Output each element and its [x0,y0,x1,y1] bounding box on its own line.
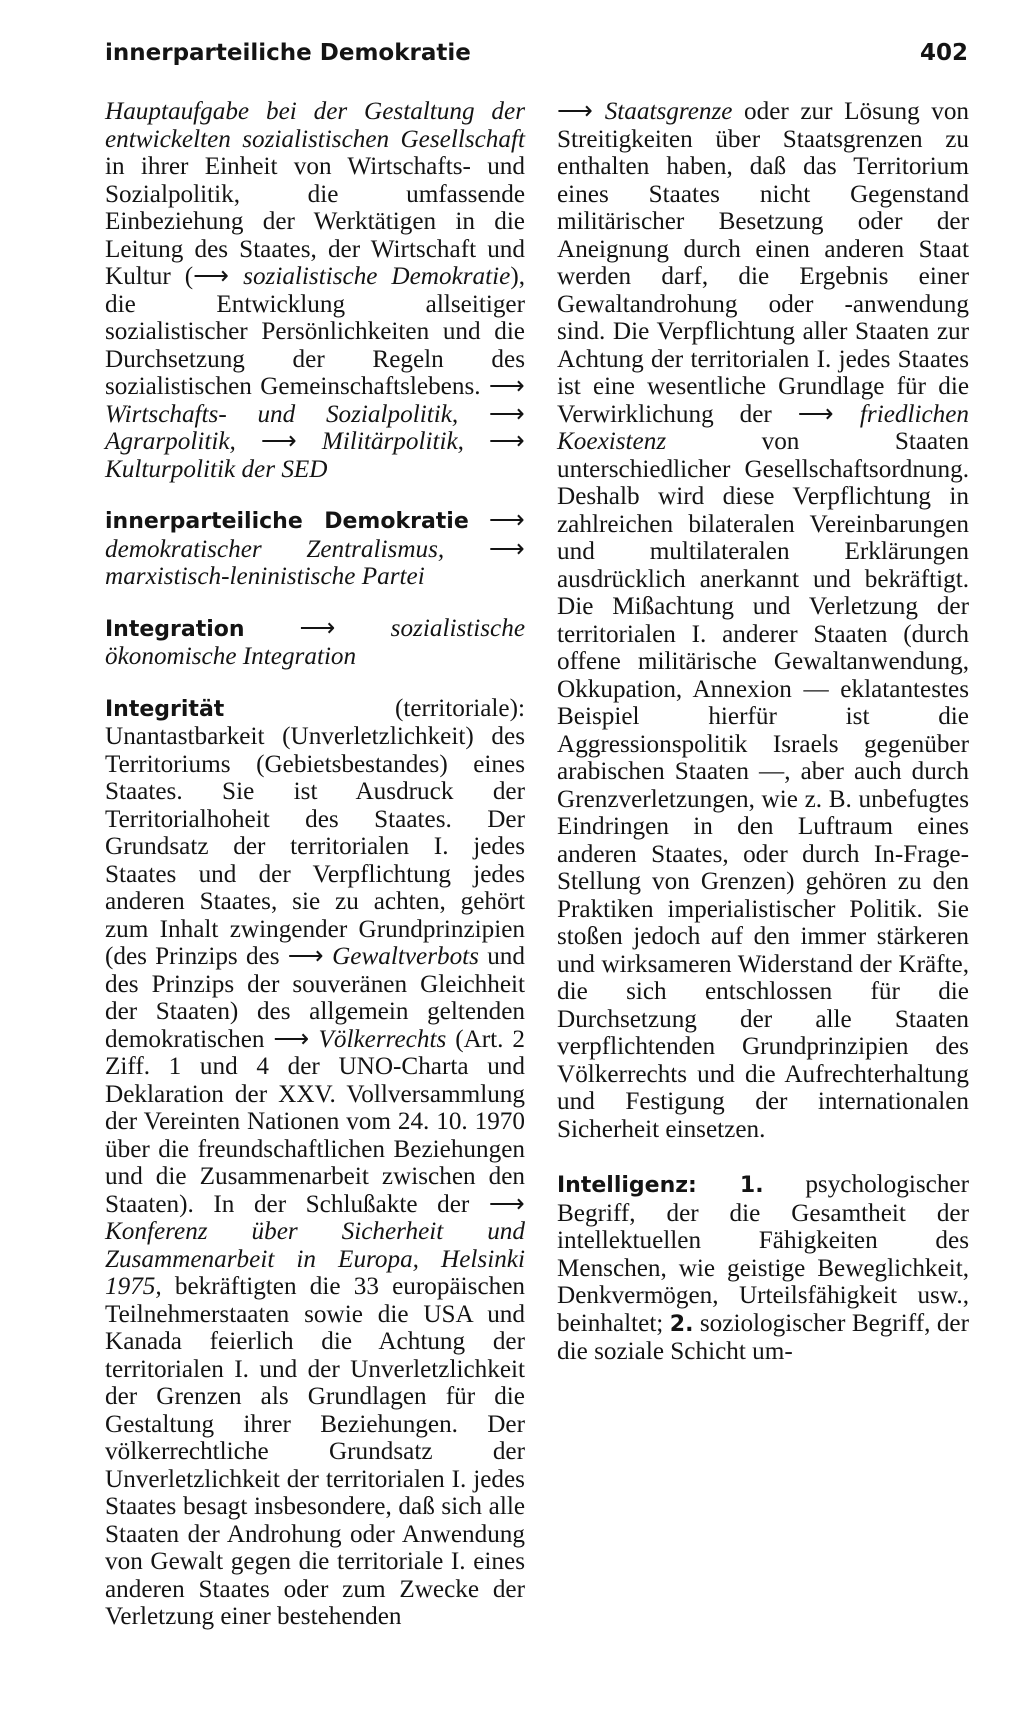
arrow-icon: ⟶ [488,428,525,455]
arrow-icon: ⟶ [468,507,526,534]
body-text: (territoriale): Unantastbarkeit (Unverletzlichkeit) des Territoriums (Gebietsbestandes) eines Staates. Sie ist Ausdruck der Territorialhoheit des Staates. Der Grundsatz der territorialen I. jedes Staates und der Verpflichtung jedes anderen Staates, sie zu achten, gehört zum Inhalt zwingender Grundprinzipien (des Prinzips des [105,694,525,970]
arrow-icon: ⟶ [488,373,525,400]
sense-number: 1. [696,1173,764,1198]
entry-headword: Intelligenz: [557,1173,697,1198]
cross-reference[interactable]: Gewaltverbots [332,943,479,970]
cross-reference[interactable]: marxistisch-leninistische Partei [105,563,425,590]
body-text: in ihrer Einheit von Wirtschafts- und Sozialpolitik, die umfassende Einbeziehung der Werktätigen in die Leitung des Staates, der Wirtschaft und Kultur ( [105,153,525,290]
body-text: und des Prinzips der souveränen Gleichheit der Staaten) des allgemein geltenden demokratischen [105,943,525,1053]
cross-reference[interactable]: sozialistische ökonomische Integration [105,614,525,670]
cross-reference[interactable]: Militärpolitik, [321,428,489,455]
body-text: soziologischer Begriff, der die soziale Schicht um- [557,1309,970,1365]
body-text: psychologischer Begriff, der die Gesamtheit der intellektuellen Fähigkeiten des Menschen, wie geistige Beweglichkeit, Denkvermögen, Urteilsfähigkeit usw., beinhaltet; [557,1171,969,1337]
cross-reference[interactable]: Wirtschafts- und Sozialpolitik, [105,400,489,428]
arrow-icon: ⟶ [193,263,244,290]
page-number: 402 [919,40,968,66]
arrow-icon: ⟶ [488,1190,525,1218]
body-text: oder zur Lösung von Streitigkeiten über Staatsgrenzen zu enthalten haben, daß das Territorium eines Staates nicht Gegenstand militärischer Besetzung oder der Aneignung durch einen anderen Staat werden darf, die Ergebnis einer Gewaltandrohung oder -anwendung sind. Die Verpflichtung aller Staaten zur Achtung der territorialen I. jedes Staates ist eine wesentliche Grundlage für die Verwirklichung der [557,98,970,428]
arrow-icon: ⟶ [273,1025,319,1053]
cross-reference[interactable]: Staatsgrenze [604,98,733,125]
page-header [105,40,968,80]
entry-headword: innerparteiliche Demokratie [105,509,469,534]
right-column [557,98,969,1390]
cross-reference[interactable]: Kulturpolitik der SED [105,455,328,483]
entry-integritaet-continued [557,98,969,1143]
cross-reference[interactable]: sozialistische Demokratie [243,263,511,290]
body-text: ), die Entwicklung allseitiger sozialistischer Persönlichkeiten und die Durchsetzung der Regeln des sozialistischen Gemeinschaftslebens. [105,263,526,400]
cross-reference[interactable]: Agrarpolitik, [105,428,261,455]
body-text: von Staaten unterschiedlicher Gesellschaftsordnung. Deshalb wird diese Verpflichtung in zahlreichen bilateralen Vereinbarungen und multilateralen Erklärungen ausdrücklich anerkannt und bekräftigt. Die Mißachtung und Verletzung der territorialen I. anderer Staaten (durch offene militärische Gewaltanwendung, Okkupation, Annexion — eklatantestes Beispiel hierfür ist die Aggressionspolitik Israels gegenüber arabischen Staaten —, aber auch durch Grenzverletzungen, wie z. B. unbefugtes Eindringen in den Luftraum eines anderen Staates, oder durch In-Frage-Stellung von Grenzen) gehören zu den Praktiken imperialistischer Politik. Sie stoßen jedoch auf den immer stärkeren und wirksameren Widerstand der Kräfte, die sich entschlossen für die Durchsetzung der alle Staaten verpflichtenden Grundprinzipien des Völkerrechts und die Aufrechterhaltung und Festigung der internationalen Sicherheit einsetzen. [557,428,969,1143]
arrow-icon: ⟶ [260,428,322,455]
entry-intelligenz [557,1171,969,1366]
entry-headword: Integrität [105,696,225,722]
italic-text: Hauptaufgabe bei der Gestaltung der entwickelten sozialistischen Gesellschaft [105,98,525,153]
cross-reference[interactable]: Völkerrechts [318,1025,447,1053]
left-column [105,98,525,1655]
running-head: innerparteiliche Demokratie [105,40,471,66]
arrow-icon: ⟶ [488,535,525,563]
body-text: (Art. 2 Ziff. 1 und 4 der UNO-Charta und Deklaration der XXV. Vollversammlung der Vereinten Nationen vom 24. 10. 1970 über die freundschaftlichen Beziehungen und die Zusammenarbeit zwischen den Staaten). In der Schlußakte der [105,1025,526,1218]
arrow-icon: ⟶ [557,98,605,125]
entry-innerparteiliche-demokratie [105,507,525,591]
sense-number: 2. [669,1311,694,1337]
body-text: bekräftigten die 33 europäischen Teilnehmerstaaten sowie die USA und Kanada feierlich die Achtung der territorialen I. und der Unverletzlichkeit der Grenzen als Grundlagen für die Gestaltung ihrer Beziehungen. Der völkerrechtliche Grundsatz der Unverletzlichkeit der territorialen I. jedes Staates besagt insbesondere, daß sich alle Staaten der Androhung oder Anwendung von Gewalt gegen die territoriale I. eines anderen Staates oder zum Zwecke der Verletzung einer bestehenden [105,1273,525,1630]
entry-integritaet [105,695,525,1631]
entry-headword: Integration [105,616,245,642]
cross-reference[interactable]: Konferenz über Sicherheit und Zusammenarbeit in Europa, Helsinki 1975, [105,1218,525,1300]
entry-integration [105,615,525,671]
cross-reference[interactable]: demokratischer Zentralismus, [105,535,489,563]
entry-continuation [105,98,525,483]
cross-reference[interactable]: friedlichen Koexistenz [557,400,970,455]
arrow-icon: ⟶ [244,614,391,642]
arrow-icon: ⟶ [488,400,525,428]
arrow-icon: ⟶ [287,943,333,970]
arrow-icon: ⟶ [797,400,860,428]
